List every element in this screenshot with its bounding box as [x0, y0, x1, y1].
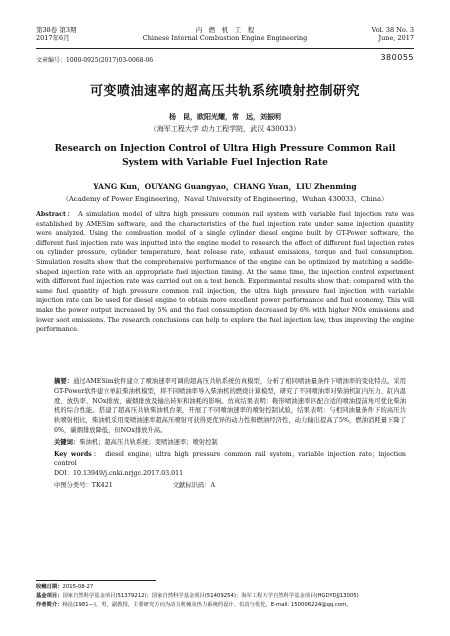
en-keywords-text: diesel engine；ultra high pressure common rail system；variable injection rate；injection control — [54, 450, 406, 468]
received-value: 2015-08-27 — [62, 584, 94, 590]
en-authors: YANG Kun，OUYANG Guangyao，CHANG Yuan，LIU Zhenming — [93, 182, 357, 191]
header-rule — [36, 48, 414, 49]
cn-abstract-text: 通过AMESim软件建立了喷油速率可调的超高压共轨系统仿真模型，分析了相同喷油量条件下喷油率的变化特点。采用GT-Power软件建立单缸柴油机模型，将不同喷油率导入柴油机的燃烧计算模型，研究了不同喷油率对柴油机缸内压力、缸内温度、放热率、NOx排放、碳烟排放及输出转矩和油耗的影响。仿真结果表明：鞍形喷油速率匹配合适的喷油提前角可优化柴油机的综合性能。搭建了超高压共轨柴油机台架，开展了不同喷油速率的喷射控制试验，结果表明：与相同油量条件下的高压共轨喷射相比，柴油机采用变喷油速率超高压喷射可获得更优异的动力性和燃油经济性，动力输出提高了5%，燃油消耗量下降了6%，碳烟排放降低，但NOx排放升高。 — [54, 378, 407, 434]
en-abstract-label: Abstract： — [36, 211, 75, 218]
doi: DOI：10.13949/j.cnki.nrjgc.2017.03.011 — [54, 470, 184, 478]
header-right — [372, 26, 414, 42]
cn-keywords-text: 柴油机；超高压共轨系统；变喷油速率；喷射控制 — [79, 438, 218, 446]
volume-issue-en: Vol. 38 No. 3 — [371, 26, 414, 34]
cn-affiliation: （海军工程大学 动力工程学院，武汉 430033） — [149, 125, 301, 133]
cn-abstract-block — [54, 377, 406, 491]
document-code: 文献标识码：A — [172, 481, 216, 489]
en-keywords — [54, 450, 406, 470]
author-bio — [36, 601, 414, 610]
fund-info — [36, 592, 414, 601]
journal-header — [36, 26, 414, 48]
issue-date: 2017年6月 — [36, 34, 70, 42]
journal-name-en: Chinese Internal Combustion Engine Engineering — [142, 34, 308, 42]
page-code: 380055 — [380, 53, 414, 62]
received-label: 收稿日期： — [36, 584, 63, 590]
cn-abstract-label: 摘要： — [54, 378, 74, 385]
en-affiliation: （Academy of Power Engineering，Naval University of Engineering，Wuhan 430033，China） — [62, 195, 388, 203]
classification-row — [54, 481, 406, 491]
volume-issue: 第38卷 第3期 — [36, 26, 77, 34]
footnotes — [36, 583, 414, 610]
footnote-rule — [36, 580, 156, 581]
received-date — [36, 583, 414, 592]
cn-abstract — [54, 377, 406, 436]
author-label: 作者简介： — [36, 602, 63, 608]
journal-name-cn: 内 燃 机 工 程 — [195, 26, 255, 34]
article-id: 文章编号：1000-0925(2017)03-0068-06 — [36, 57, 154, 64]
issue-date-en: June, 2017 — [378, 34, 414, 42]
cn-keywords — [54, 438, 406, 448]
header-center — [36, 26, 414, 42]
en-abstract-text: A simulation model of ultra high pressure common rail system with variable fuel injection rate was established by AMESim software, and the characteristics of the fuel injection rate under same injection quantity were analyzed. Using the combustion model of a single cylinder diesel engine built by GT-Power software, the different fuel injection rate was inputted into the engine model to research the effect of different fuel injection rates on cylinder pressure, cylinder temperature, heat release rate, exhaust emissions, torque and fuel consumption. Simulation results show that the comprehensive performance of the engine can be optimized by matching a saddle-shaped injection rate with an appropriate fuel injection timing. At the same time, the injection control experiment with different fuel injection rate was carried out on a test bench. Experimental results show that: compared with the same fuel quantity of high pressure common rail injection, the ultra high pressure fuel injection with variable injection rate can be used for diesel engine to obtain more excellent power performance and fuel economy. This will make the power output increased by 5% and the fuel consumption decreased by 6% with higher NOx emissions and lower soot emissions. The research conclusions can help to explore the fuel injection law, thus improving the engine performance. — [36, 211, 414, 334]
cn-title: 可变喷油速率的超高压共轨系统喷射控制研究 — [89, 84, 360, 99]
cn-keywords-label: 关键词： — [54, 438, 80, 446]
en-abstract — [36, 210, 414, 335]
en-title: Research on Injection Control of Ultra High Pressure Common Rail System with Variable Fuel Injection Rate — [54, 144, 396, 168]
fund-label: 基金项目： — [36, 593, 63, 599]
cn-authors: 杨 昆，欧阳光耀，常 远，刘振明 — [169, 112, 281, 121]
en-keywords-label: Key words： — [54, 450, 102, 458]
author-value: 杨昆(1981—)，男，副教授，主要研究方向为动力机械及热力系统的设计、仿真与优化，E-mail: 150006224@qq.com。 — [62, 602, 352, 608]
clc-number: 中图分类号：TK421 — [54, 481, 113, 489]
fund-value: 国家自然科学基金项目(51379212)；国家自然科学基金项目(51409254)；海军工程大学自然科学基金项目(HGDYDJJ13005) — [62, 593, 359, 599]
